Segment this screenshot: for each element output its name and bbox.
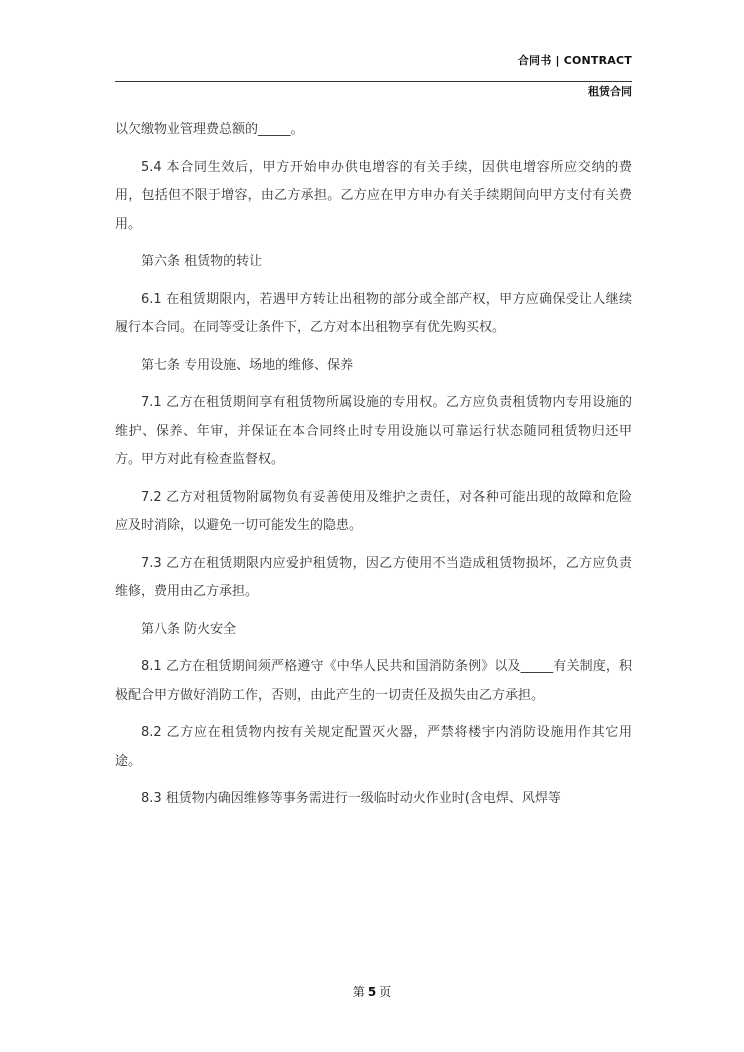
clause-6-1: 6.1 在租赁期限内，若遇甲方转让出租物的部分或全部产权，甲方应确保受让人继续履行本合同。在同等受让条件下，乙方对本出租物享有优先购买权。 bbox=[115, 291, 632, 335]
clause-7-1: 7.1 乙方在租赁期间享有租赁物所属设施的专用权。乙方应负责租赁物内专用设施的维护、保养、年审，并保证在本合同终止时专用设施以可靠运行状态随同租赁物归还甲方。甲方对此有检查监督权。 bbox=[115, 395, 632, 467]
header-divider bbox=[115, 81, 632, 82]
header-subtitle: 租赁合同 bbox=[588, 85, 632, 98]
article-6-heading: 第六条 租赁物的转让 bbox=[141, 254, 263, 269]
header-title: 合同书 | CONTRACT bbox=[517, 54, 632, 67]
page-header bbox=[115, 52, 632, 98]
page-footer bbox=[0, 983, 744, 1000]
document-body bbox=[115, 116, 632, 823]
clause-7-3: 7.3 乙方在租赁期限内应爱护租赁物，因乙方使用不当造成租赁物损坏，乙方应负责维修，费用由乙方承担。 bbox=[115, 555, 632, 599]
clause-8-2: 8.2 乙方应在租赁物内按有关规定配置灭火器，严禁将楼宇内消防设施用作其它用途。 bbox=[115, 725, 632, 769]
clause-8-3: 8.3 租赁物内确因维修等事务需进行一级临时动火作业时(含电焊、风焊等 bbox=[141, 791, 561, 806]
page-number-prefix: 第 bbox=[352, 985, 365, 999]
page-number-suffix: 页 bbox=[379, 985, 392, 999]
clause-8-1: 8.1 乙方在租赁期间须严格遵守《中华人民共和国消防条例》以及_____有关制度，积极配合甲方做好消防工作，否则，由此产生的一切责任及损失由乙方承担。 bbox=[115, 659, 632, 703]
article-8-heading: 第八条 防火安全 bbox=[141, 621, 237, 637]
paragraph-continuation: 以欠缴物业管理费总额的_____。 bbox=[115, 122, 304, 137]
clause-7-2: 7.2 乙方对租赁物附属物负有妥善使用及维护之责任，对各种可能出现的故障和危险应及时消除，以避免一切可能发生的隐患。 bbox=[115, 489, 632, 533]
page-number: 5 bbox=[367, 985, 377, 999]
article-7-heading: 第七条 专用设施、场地的维修、保养 bbox=[141, 357, 354, 373]
clause-5-4: 5.4 本合同生效后，甲方开始申办供电增容的有关手续，因供电增容所应交纳的费用，包括但不限于增容，由乙方承担。乙方应在甲方申办有关手续期间向甲方支付有关费用。 bbox=[115, 159, 632, 232]
